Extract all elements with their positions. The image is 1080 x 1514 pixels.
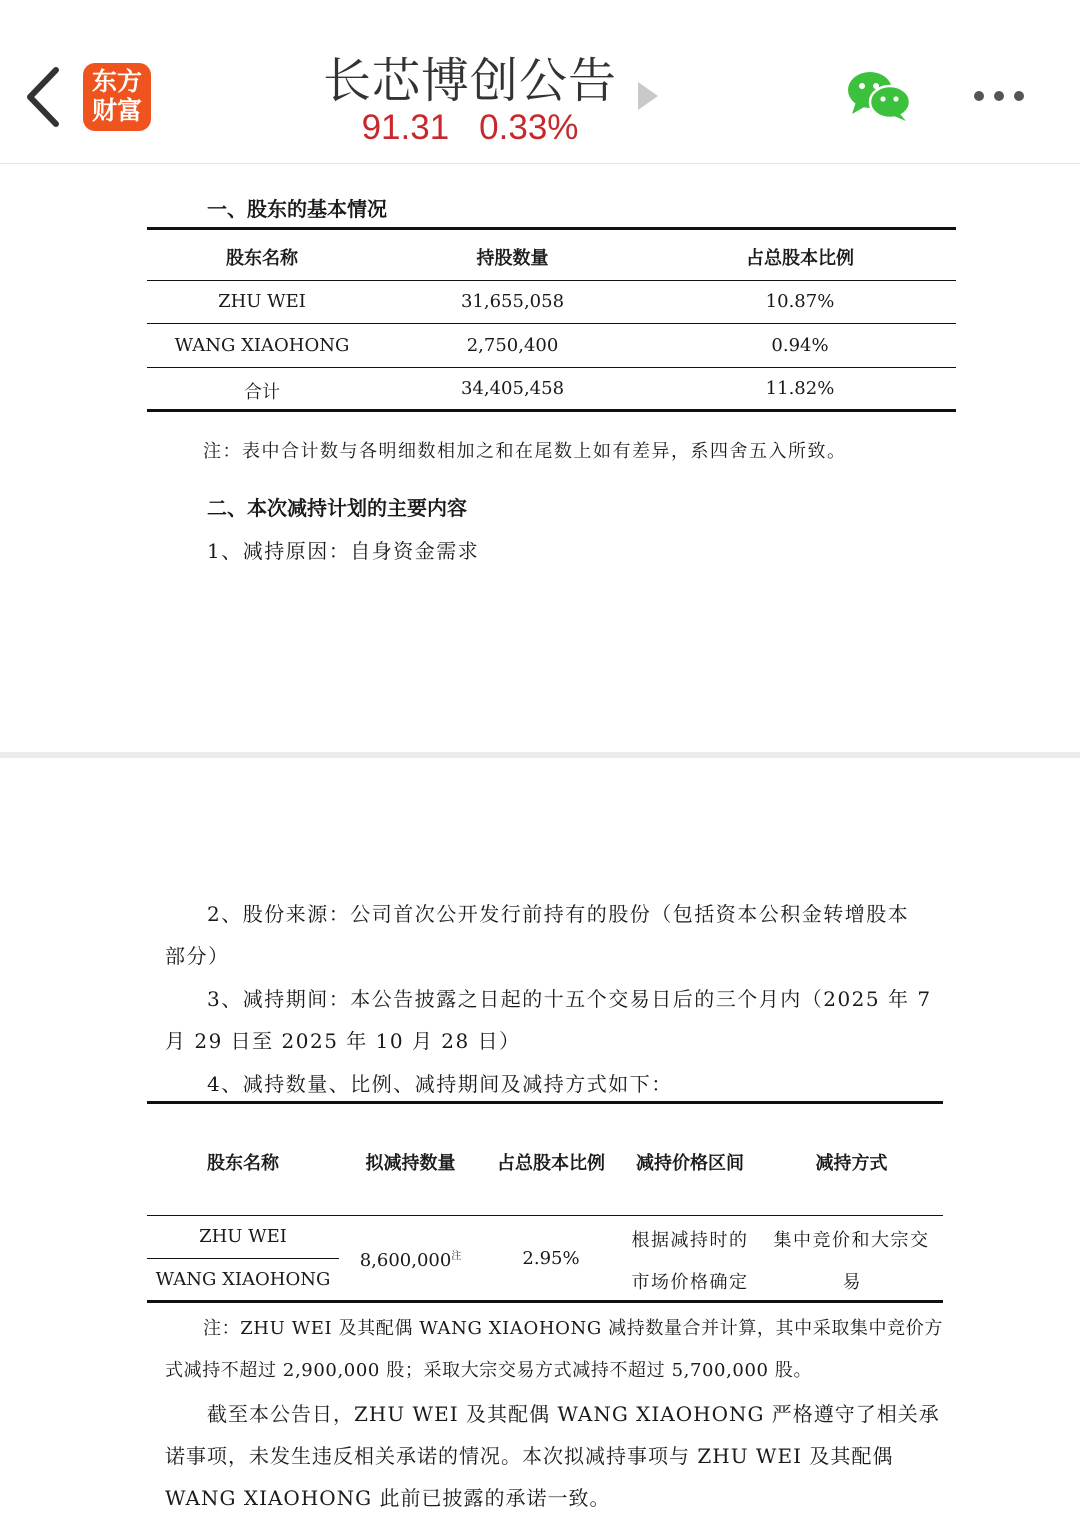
more-menu-icon[interactable]: [974, 86, 1034, 106]
table2-method-line2: 易: [842, 1272, 861, 1293]
closing-line2: 诺事项，未发生违反相关承诺的情况。本次拟减持事项与 ZHU WEI 及其配偶: [165, 1444, 894, 1468]
stock-change: 0.33%: [479, 108, 579, 147]
table1-total-shares: 34,405,458: [460, 378, 565, 399]
table2-quantity: [339, 1247, 482, 1271]
table1-row2-name: WANG XIAOHONG: [174, 335, 350, 356]
table2-method-line1: 集中竞价和大宗交: [773, 1230, 930, 1251]
closing-line1: 截至本公告日，ZHU WEI 及其配偶 WANG XIAOHONG 严格遵守了相关承: [207, 1402, 940, 1426]
table1-header-name: 股东名称: [226, 248, 298, 269]
table2-inner-rule: [147, 1258, 339, 1259]
table1-bottom-rule: [147, 409, 956, 412]
table2-header-price: 减持价格区间: [636, 1153, 744, 1174]
table2-holder1: ZHU WEI: [199, 1226, 287, 1247]
period-item-cont: 月 29 日至 2025 年 10 月 28 日）: [165, 1029, 521, 1053]
play-arrow-icon[interactable]: [638, 82, 658, 110]
table1-total-name: 合计: [244, 382, 280, 403]
table1-row2-ratio: 0.94%: [771, 335, 829, 356]
table1-rule: [147, 323, 956, 324]
table2-price-line2: 市场价格确定: [631, 1272, 749, 1293]
stock-price: 91.31: [361, 108, 450, 147]
back-arrow-icon[interactable]: [22, 66, 64, 128]
table2-header-name: 股东名称: [207, 1153, 279, 1174]
page-break-divider: [0, 752, 1080, 758]
table1-top-rule: [147, 227, 956, 230]
source-item-cont: 部分）: [165, 944, 230, 968]
table1-row1-shares: 31,655,058: [460, 291, 565, 312]
quantity-item: 4、减持数量、比例、减持期间及减持方式如下：: [207, 1072, 673, 1096]
wechat-share-icon[interactable]: [846, 70, 912, 122]
table1-row1-name: ZHU WEI: [218, 291, 306, 312]
table2-rule: [147, 1215, 943, 1216]
table2-top-rule: [147, 1101, 943, 1104]
table2-price-line1: 根据减持时的: [631, 1230, 749, 1251]
page-title: 长芯博创公告: [322, 53, 617, 109]
table2-ratio: 2.95%: [522, 1248, 580, 1269]
table1-total-ratio: 11.82%: [765, 378, 835, 399]
source-item: 2、股份来源：公司首次公开发行前持有的股份（包括资本公积金转增股本: [207, 902, 910, 926]
table2-bottom-rule: [147, 1300, 943, 1303]
eastmoney-logo[interactable]: [83, 63, 151, 131]
table1-rule: [147, 367, 956, 368]
table2-header-method: 减持方式: [815, 1153, 888, 1174]
reason-item: 1、减持原因：自身资金需求: [207, 539, 480, 563]
table2-quantity-note: 注: [451, 1251, 462, 1262]
stock-quote[interactable]: [340, 108, 600, 148]
table1-row1-ratio: 10.87%: [765, 291, 835, 312]
logo-line2: 财富: [91, 96, 142, 125]
table1-row2-shares: 2,750,400: [466, 335, 559, 356]
table2-note-line2: 式减持不超过 2,900,000 股；采取大宗交易方式减持不超过 5,700,000 股。: [165, 1360, 813, 1381]
section2-heading: 二、本次减持计划的主要内容: [207, 496, 467, 520]
table1-header-shares: 持股数量: [476, 248, 549, 269]
app-header: [0, 0, 1080, 164]
section1-heading: 一、股东的基本情况: [207, 197, 387, 221]
table2-header-quantity: 拟减持数量: [365, 1153, 456, 1174]
table2-note-line1: 注：ZHU WEI 及其配偶 WANG XIAOHONG 减持数量合并计算，其中采取集中竞价方: [203, 1318, 943, 1339]
table1-rule: [147, 280, 956, 281]
table1-note: 注：表中合计数与各明细数相加之和在尾数上如有差异，系四舍五入所致。: [203, 441, 847, 462]
closing-line3: WANG XIAOHONG 此前已披露的承诺一致。: [165, 1486, 611, 1510]
table2-holder2: WANG XIAOHONG: [155, 1269, 331, 1290]
table2-header-ratio: 占总股本比例: [497, 1153, 605, 1174]
logo-line1: 东方: [91, 67, 142, 96]
table2-quantity-value: 8,600,000: [359, 1250, 452, 1271]
table1-header-ratio: 占总股本比例: [746, 248, 854, 269]
period-item: 3、减持期间：本公告披露之日起的十五个交易日后的三个月内（2025 年 7: [207, 987, 932, 1011]
